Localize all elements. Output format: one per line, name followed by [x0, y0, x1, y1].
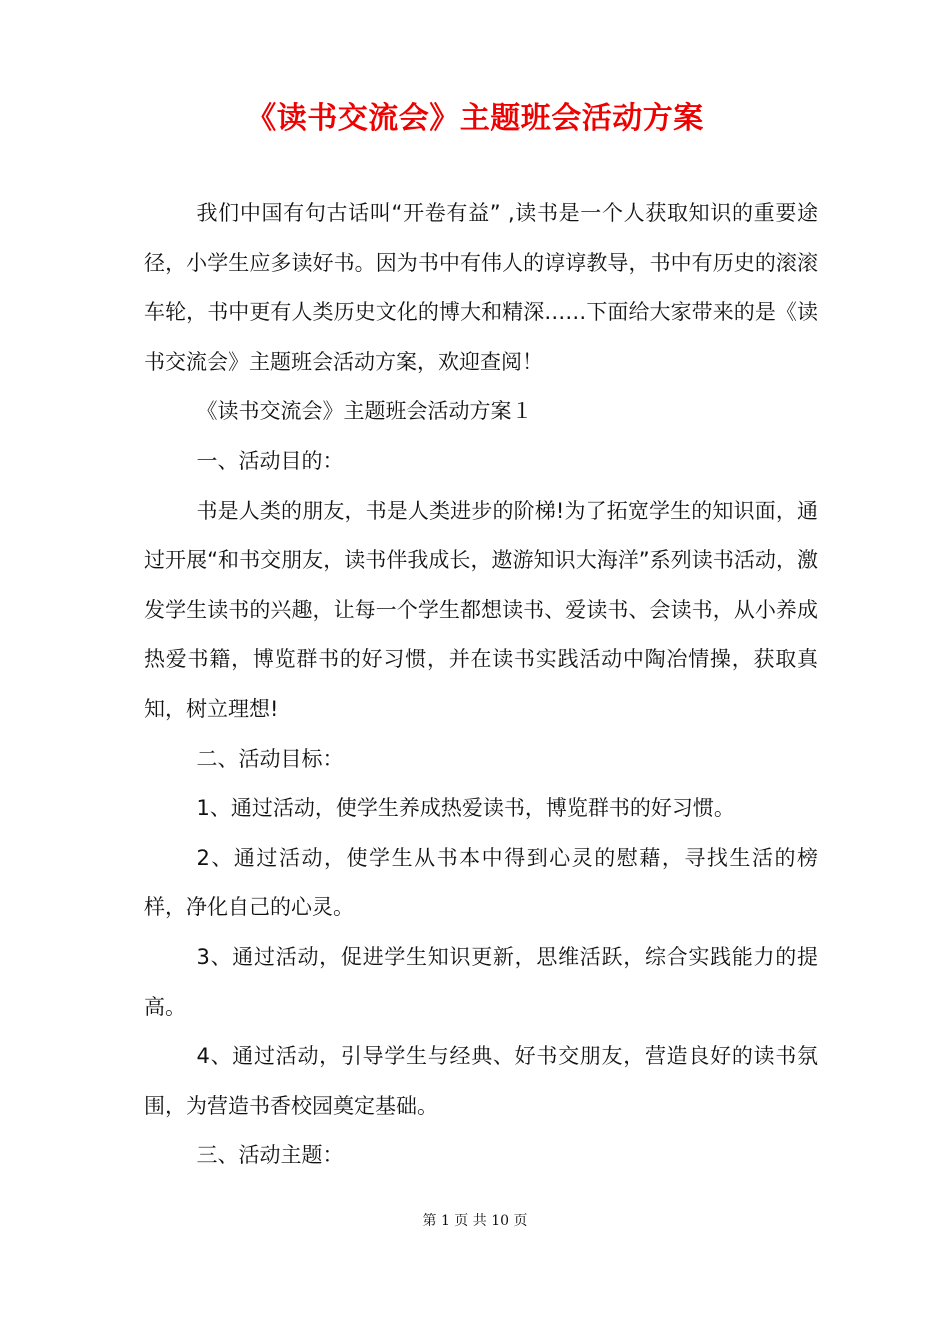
- goal-item: 4、通过活动，引导学生与经典、好书交朋友，营造良好的读书氛围，为营造书香校园奠定基础。: [144, 1044, 818, 1118]
- goal-item: 1、通过活动，使学生养成热爱读书，博览群书的好习惯。: [196, 796, 735, 821]
- section-heading-purpose: 一、活动目的：: [196, 448, 344, 473]
- purpose-paragraph: 书是人类的朋友，书是人类进步的阶梯!为了拓宽学生的知识面，通过开展“和书交朋友，读书伴我成长，遨游知识大海洋”系列读书活动，激发学生读书的兴趣，让每一个学生都想读书、爱读书、会读书，从小养成热爱书籍，博览群书的好习惯，并在读书实践活动中陶冶情操，获取真知，树立理想!: [144, 498, 818, 721]
- intro-paragraph: 我们中国有句古话叫“开卷有益” ,读书是一个人获取知识的重要途径，小学生应多读好书。因为书中有伟人的谆谆教导，书中有历史的滚滚车轮，书中更有人类历史文化的博大和精深……下面给大家带来的是《读书交流会》主题班会活动方案，欢迎查阅！: [144, 201, 818, 374]
- document-body: [144, 189, 818, 1181]
- page-footer: 第 1 页 共 10 页: [422, 1213, 528, 1229]
- goal-item: 3、通过活动，促进学生知识更新，思维活跃，综合实践能力的提高。: [144, 944, 818, 1019]
- plan-heading: 《读书交流会》主题班会活动方案１: [196, 399, 533, 424]
- goal-item: 2、通过活动，使学生从书本中得到心灵的慰藉，寻找生活的榜样，净化自己的心灵。: [144, 845, 818, 920]
- document-title: 《读书交流会》主题班会活动方案: [246, 101, 704, 136]
- section-heading-goals: 二、活动目标：: [196, 746, 344, 771]
- section-heading-theme: 三、活动主题：: [196, 1143, 344, 1168]
